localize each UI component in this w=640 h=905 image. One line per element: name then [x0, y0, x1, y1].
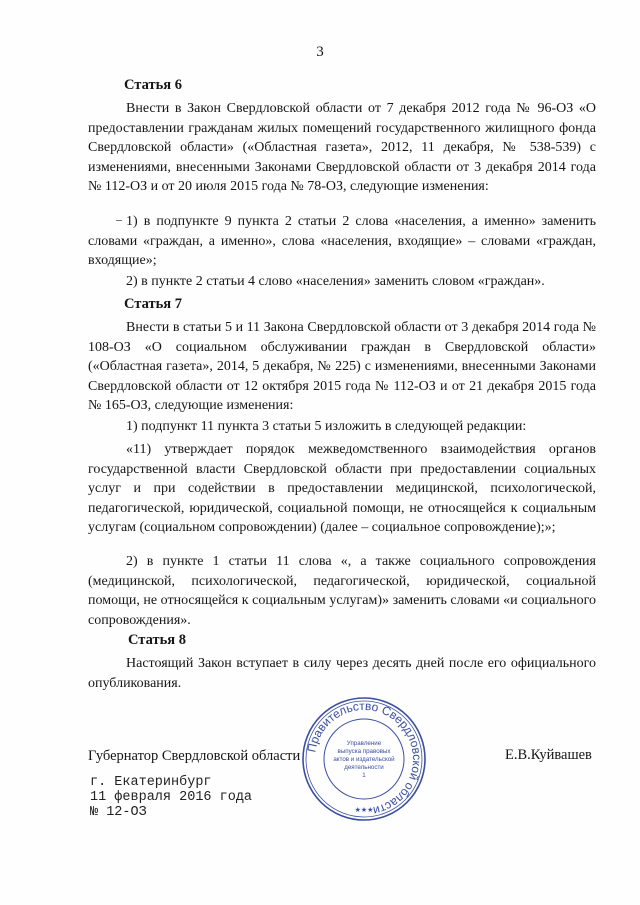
article-7-quote: «11) утверждает порядок межведомственного взаимодействия органов государственной власти Свердловской области при предоставлении социальных услуг и при содействии в предоставлении медицинской, психологической, педагогической, юридической, социальной помощи, не относящейся к социальным услугам (социальном сопровождении) (далее – социальное сопровождение);»;	[88, 442, 596, 536]
governor-title: Губернатор Свердловской области	[88, 748, 301, 764]
seal-inner-line-2: выпуска правовых	[337, 748, 391, 755]
article-7-item-2: 2) в пункте 1 статьи 11 слова «, а также социального сопровождения (медицинской, психологической, педагогической, юридической, социальной помощи, не относящейся к социальным услугам)» заменить словами «и социального сопровождения».	[88, 554, 596, 628]
article-6-intro: Внести в Закон Свердловской области от 7 декабря 2012 года № 96-ОЗ «О предоставлении гражданам жилых помещений государственного жилищного фонда Свердловской области» («Областная газета», 2012, 11 декабря, № 538-539) с изменениями, внесенными Законами Свердловской области от 3 декабря 2014 года № 112-ОЗ и от 20 июля 2015 года № 78-ОЗ, следующие изменения:	[88, 101, 596, 195]
article-7-intro: Внести в статьи 5 и 11 Закона Свердловской области от 3 декабря 2014 года № 108-ОЗ «О социальном обслуживании граждан в Свердловской области» («Областная газета», 2014, 5 декабря, № 225) с изменениями, внесенными Законами Свердловской области от 12 октября 2015 года № 112-ОЗ и от 21 декабря 2015 года № 165-ОЗ, следующие изменения:	[88, 320, 596, 414]
article-6-item-2: 2) в пункте 2 статьи 4 слово «населения» заменить словом «граждан».	[126, 274, 545, 289]
place-date-block	[90, 775, 252, 820]
official-seal	[300, 695, 428, 823]
article-8-text: Настоящий Закон вступает в силу через десять дней после его официального опубликования.	[88, 656, 596, 691]
governor-name: Е.В.Куйвашев	[505, 747, 592, 763]
article-8-heading: Статья 8	[128, 632, 186, 648]
city: г. Екатеринбург	[90, 775, 212, 790]
seal-inner-line-3: актов и издательской	[333, 756, 395, 763]
article-7-item-1: 1) подпункт 11 пункта 3 статьи 5 изложить в следующей редакции:	[126, 419, 527, 434]
date: 11 февраля 2016 года	[90, 790, 253, 805]
seal-inner-line-1: Управление	[346, 740, 382, 747]
page-number: 3	[316, 44, 324, 60]
scan-mark: –	[116, 212, 122, 226]
seal-inner-line-4: деятельности	[344, 764, 384, 771]
seal-inner-line-5: 1	[362, 772, 366, 779]
article-7-heading: Статья 7	[124, 296, 182, 312]
seal-stars-icon: ★★★	[354, 806, 374, 814]
seal-ring-text: Правительство Свердловской области	[304, 698, 425, 819]
article-6-heading: Статья 6	[124, 77, 182, 93]
law-number: № 12-ОЗ	[90, 805, 147, 820]
article-6-item-1: 1) в подпункте 9 пункта 2 статьи 2 слова «населения, а именно» заменить словами «граждан, а именно», слова «населения, входящие» – словами «граждан, входящие»;	[88, 214, 596, 269]
